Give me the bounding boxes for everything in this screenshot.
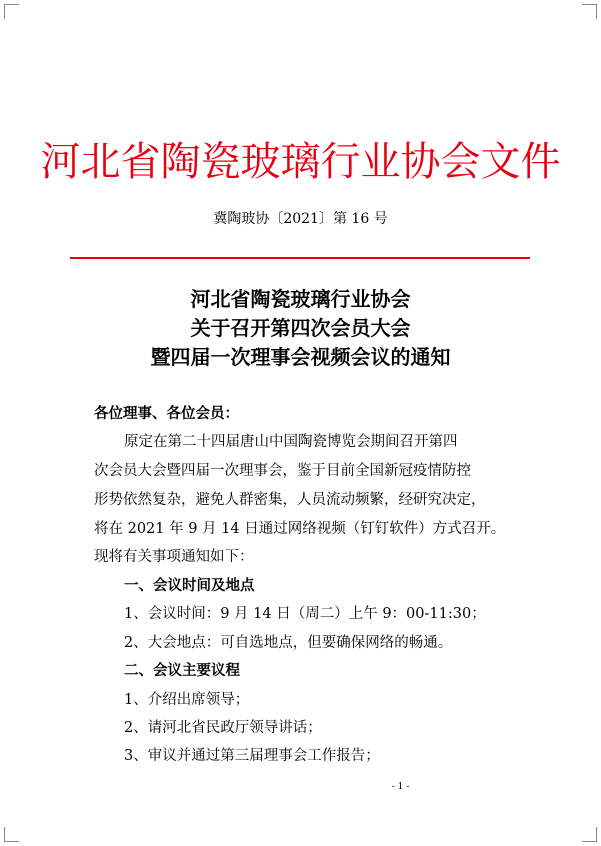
page-corner-mark xyxy=(582,4,597,19)
document-header-title: 河北省陶瓷玻璃行业协会文件 xyxy=(40,139,561,185)
list-item: 2、请河北省民政厅领导讲话； xyxy=(124,720,322,736)
notice-title-line-3: 暨四届一次理事会视频会议的通知 xyxy=(150,345,451,369)
section-heading: 一、会议时间及地点 xyxy=(124,578,255,594)
paragraph-line: 将在 2021 年 9 月 14 日通过网络视频（钉钉软件）方式召开。 xyxy=(94,521,506,537)
list-item: 3、审议并通过第三届理事会工作报告； xyxy=(124,748,380,764)
document-number: 冀陶玻协〔2021〕第 16 号 xyxy=(213,211,388,227)
paragraph-line: 形势依然复杂，避免人群密集，人员流动频繁，经研究决定， xyxy=(94,492,486,508)
paragraph-line: 现将有关事项通知如下： xyxy=(94,549,254,565)
header-divider xyxy=(70,257,530,259)
notice-title-line-2: 关于召开第四次会员大会 xyxy=(190,316,411,340)
page-number: - 1 - xyxy=(391,782,410,792)
paragraph-line: 次会员大会暨四届一次理事会，鉴于目前全国新冠疫情防控 xyxy=(94,463,471,479)
list-item: 2、大会地点：可自选地点，但要确保网络的畅通。 xyxy=(124,635,453,651)
notice-title-line-1: 河北省陶瓷玻璃行业协会 xyxy=(190,287,411,311)
section-heading: 二、会议主要议程 xyxy=(124,663,240,679)
list-item: 1、会议时间：9 月 14 日（周二）上午 9：00-11:30； xyxy=(124,606,486,622)
list-item: 1、介绍出席领导； xyxy=(124,692,250,708)
paragraph-line: 原定在第二十四届唐山中国陶瓷博览会期间召开第四 xyxy=(124,434,458,450)
page-corner-mark xyxy=(4,827,19,842)
page-corner-mark xyxy=(4,4,19,19)
page-corner-mark xyxy=(582,827,597,842)
salutation: 各位理事、各位会员： xyxy=(94,406,239,422)
